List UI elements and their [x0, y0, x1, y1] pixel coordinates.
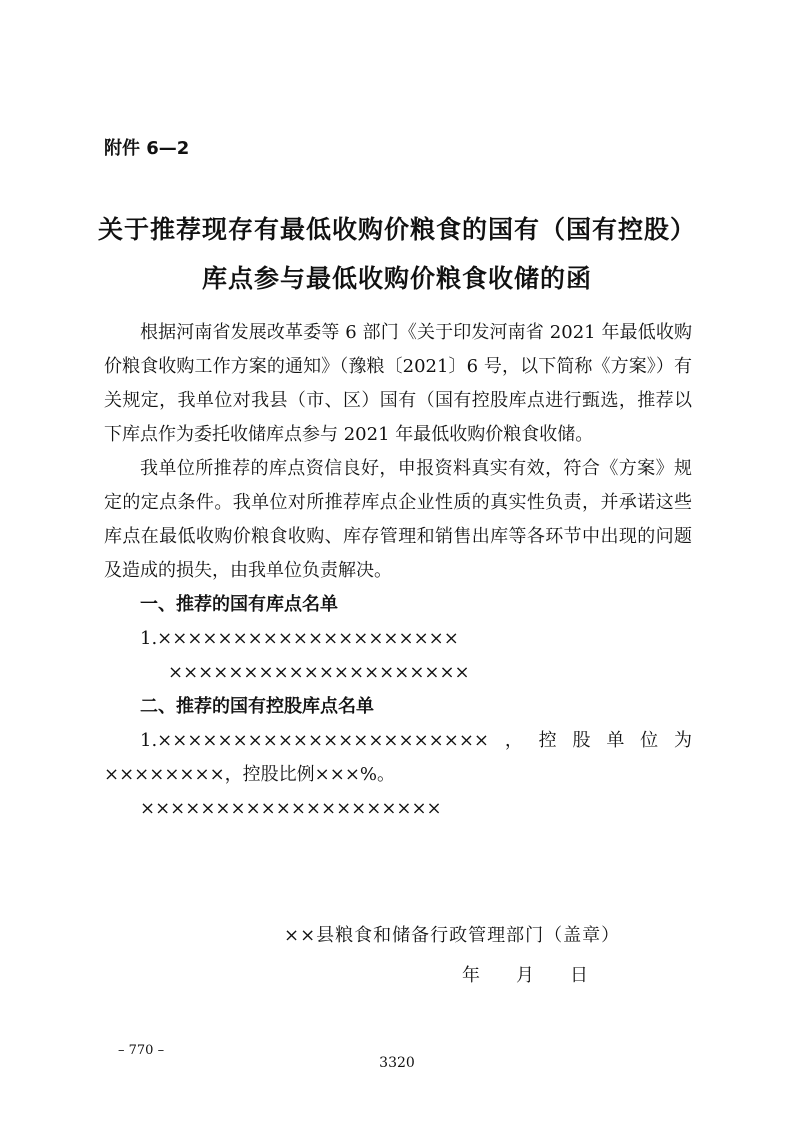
page-number: – 770 – [118, 1043, 165, 1058]
state-owned-list-item-2: ×××××××××××××××××××× [168, 662, 470, 683]
document-title-line-2: 库点参与最低收购价粮食收储的函 [201, 264, 592, 293]
state-owned-list-item-1: 1.×××××××××××××××××××× [140, 628, 459, 649]
sequence-number: 3320 [379, 1055, 415, 1071]
attachment-label: 附件 6—2 [104, 138, 190, 159]
body-paragraph-2: 我单位所推荐的库点资信良好，申报资料真实有效，符合《方案》规定的定点条件。我单位对所推荐库点企业性质的真实性负责，并承诺这些库点在最低收购价粮食收购、库存管理和销售出库等各环节中出现的问题及造成的损失，由我单位负责解决。 [104, 458, 692, 581]
section-heading-state-controlled: 二、推荐的国有控股库点名单 [140, 696, 374, 717]
date-line: 年 月 日 [462, 965, 588, 986]
document-body [104, 316, 692, 826]
section-heading-state-owned: 一、推荐的国有库点名单 [140, 594, 338, 615]
state-controlled-list-item-1: 1.××××××××××××××××××××××，控股单位为××××××××，控股比例×××%。 [104, 730, 692, 785]
signature-line: ××县粮食和储备行政管理部门（盖章） [284, 925, 621, 946]
state-controlled-list-item-2: ×××××××××××××××××××× [140, 798, 442, 819]
document-title-line-1: 关于推荐现存有最低收购价粮食的国有（国有控股） [97, 215, 696, 244]
body-paragraph-1: 根据河南省发展改革委等 6 部门《关于印发河南省 2021 年最低收购价粮食收购工作方案的通知》（豫粮〔2021〕6 号，以下简称《方案》）有关规定，我单位对我县（市、区）国有（国有控股库点进行甄选，推荐以下库点作为委托收储库点参与 2021 年最低收购价粮食收储。 [104, 322, 692, 445]
